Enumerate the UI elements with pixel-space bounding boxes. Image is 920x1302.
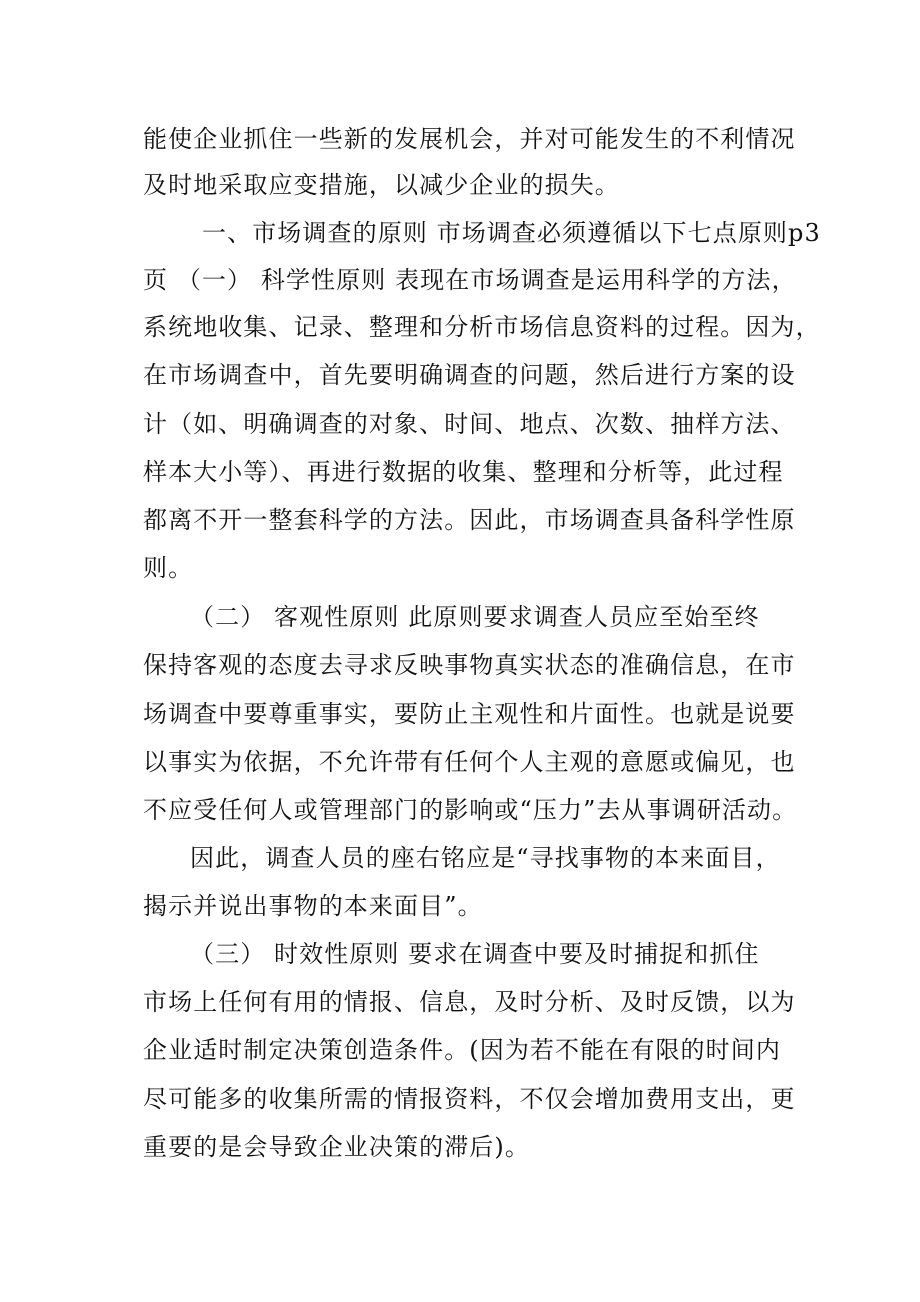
text-line: 以事实为依据，不允许带有任何个人主观的意愿或偏见，也 <box>143 748 796 776</box>
text-line: 揭示并说出事物的本来面目”。 <box>143 892 483 920</box>
text-line: 能使企业抓住一些新的发展机会，并对可能发生的不利情况 <box>143 125 796 153</box>
text-line: 市场上任何有用的情报、信息，及时分析、及时反馈，以为 <box>143 988 796 1016</box>
text-line: 因此，调查人员的座右铭应是“寻找事物的本来面目， <box>190 844 781 872</box>
text-line: 保持客观的态度去寻求反映事物真实状态的准确信息，在市 <box>143 651 796 679</box>
text-line: 样本大小等）、再进行数据的收集、整理和分析等，此过程 <box>143 458 784 486</box>
text-line: 计（如、明确调查的对象、时间、地点、次数、抽样方法、 <box>143 410 796 438</box>
text-line: 不应受任何人或管理部门的影响或“压力”去从事调研活动。 <box>143 796 798 824</box>
text-line: （三） 时效性原则 要求在调查中要及时捕捉和抓住 <box>190 940 760 968</box>
text-line: （二） 客观性原则 此原则要求调查人员应至始至终 <box>190 603 760 631</box>
text-line: 系统地收集、记录、整理和分析市场信息资料的过程。因为， <box>143 313 821 341</box>
text-line: 一、市场调查的原则 市场调查必须遵循以下七点原则p3 <box>202 219 821 247</box>
text-line: 页 （一） 科学性原则 表现在市场调查是运用科学的方法， <box>143 266 797 294</box>
text-line: 在市场调查中，首先要明确调查的问题，然后进行方案的设 <box>143 361 796 389</box>
text-line: 企业适时制定决策创造条件。(因为若不能在有限的时间内 <box>143 1036 781 1064</box>
text-line: 则。 <box>143 554 194 582</box>
text-line: 及时地采取应变措施，以减少企业的损失。 <box>143 171 620 199</box>
text-line: 场调查中要尊重事实，要防止主观性和片面性。也就是说要 <box>143 700 796 728</box>
text-line: 尽可能多的收集所需的情报资料，不仅会增加费用支出，更 <box>143 1085 796 1113</box>
text-line: 都离不开一整套科学的方法。因此，市场调查具备科学性原 <box>143 506 796 534</box>
text-line: 重要的是会导致企业决策的滞后)。 <box>143 1133 530 1161</box>
